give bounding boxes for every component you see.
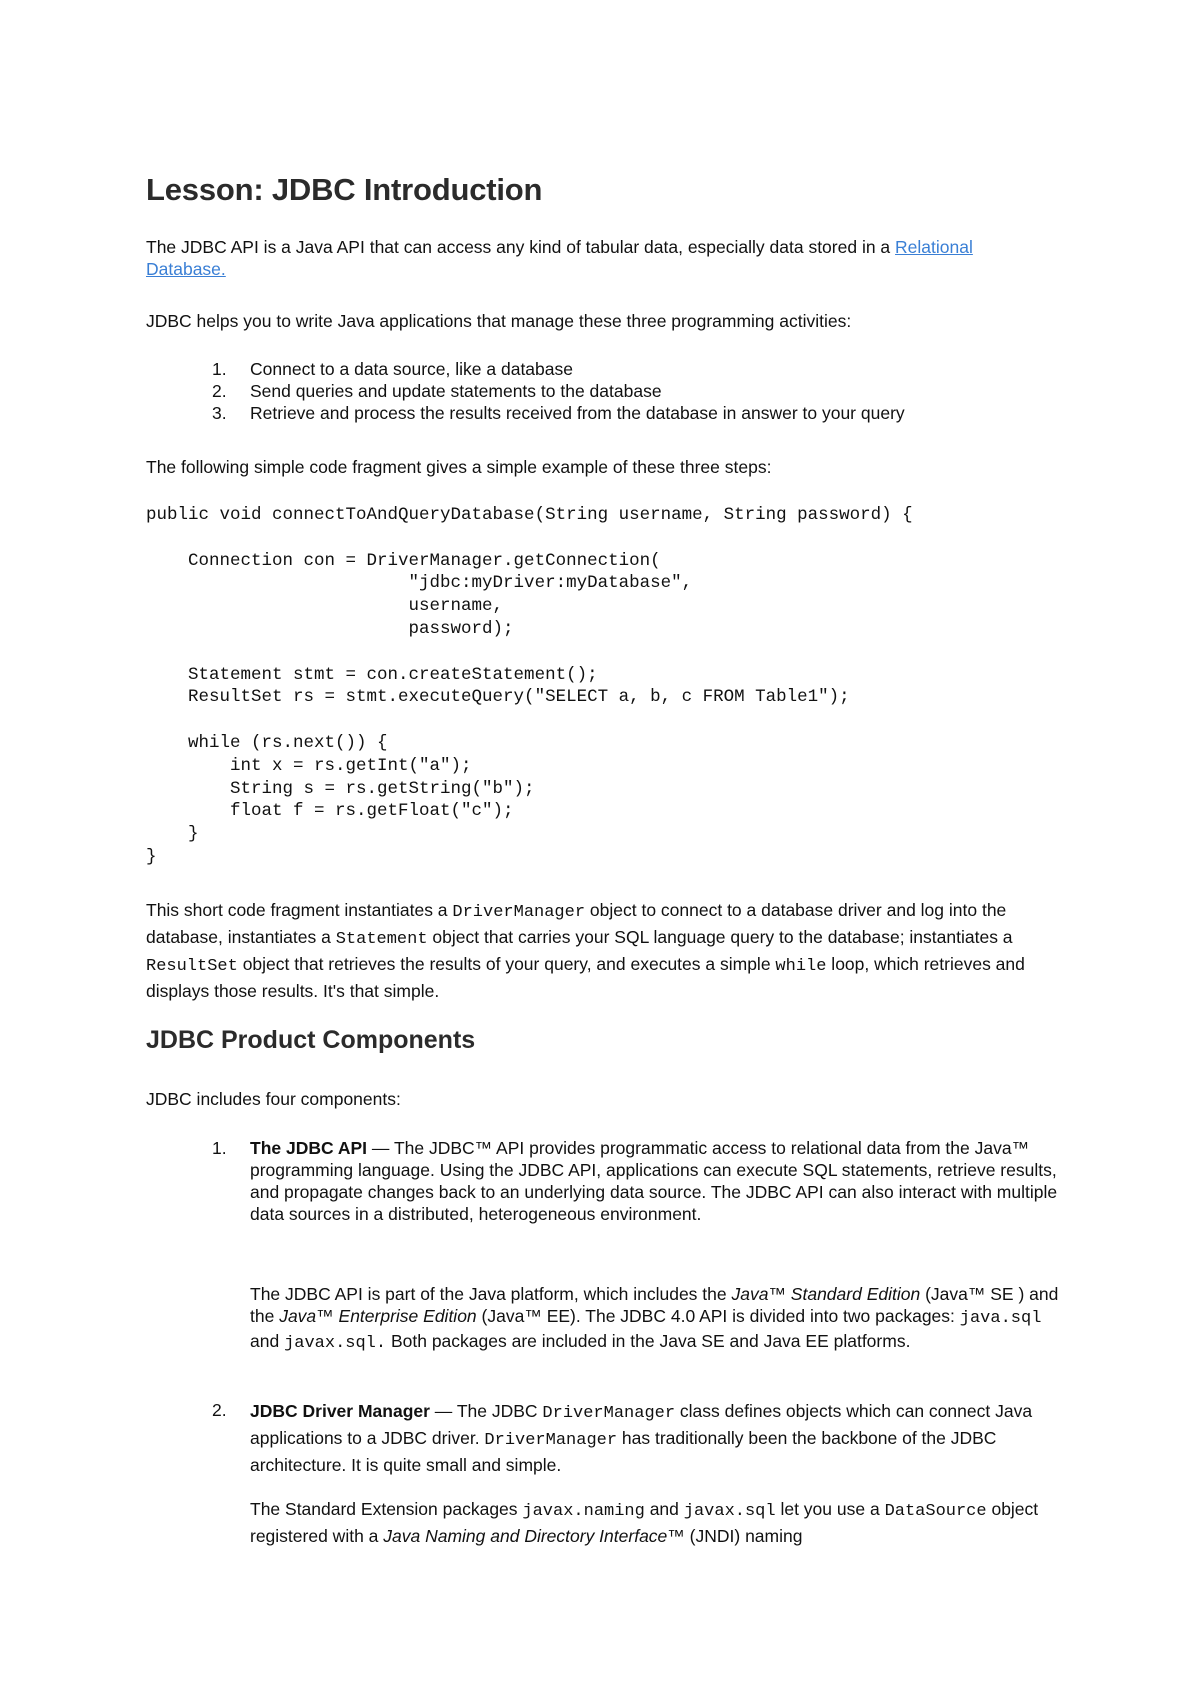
code-javax-naming: javax.naming [522,1502,645,1521]
activities-list [146,358,905,424]
helps-paragraph: JDBC helps you to write Java applications that manage these three programming activities: [146,311,852,331]
component-1-title: The JDBC API [250,1138,368,1158]
list-item: 1. Connect to a data source, like a database [212,359,573,379]
component-number-1: 1. [212,1138,227,1158]
intro-paragraph [146,236,1064,280]
code-block: public void connectToAndQueryDatabase(String username, String password) { Connection con = DriverManager.getConnection( "jdbc:myDriver:myDatabase", username, password); Statement stmt = con.createStatement(); ResultSet rs = stmt.executeQuery("SELECT a, b, c FROM Table1"); while (rs.next()) { int x = rs.getInt("a"); String s = rs.getString("b"); float f = rs.getFloat("c"); } } [146,505,913,867]
code-java-sql: java.sql [959,1309,1042,1328]
code-statement: Statement [335,930,428,949]
code-resultset: ResultSet [146,957,238,976]
explain-paragraph: This short code fragment instantiates a DriverManager object to connect to a database driver and log into the database, instantiates a Statement object that carries your SQL language query to the database; instantiates a ResultSet object that retrieves the results of your query, and executes a simple while loop, which retrieves and displays those results. It's that simple. [146,900,1025,1001]
components-intro: JDBC includes four components: [146,1089,401,1109]
component-2-title: JDBC Driver Manager [250,1401,430,1421]
list-item: 3. Retrieve and process the results received from the database in answer to your query [212,403,905,423]
component-2-details: The Standard Extension packages javax.naming and javax.sql let you use a DataSource object registered with a Java Naming and Directory Interface™ (JNDI) naming [250,1499,1039,1546]
intro-text: The JDBC API is a Java API that can access any kind of tabular data, especially data stored in a [146,237,896,257]
relational-database-link[interactable]: Relational Database. [146,237,973,279]
components-heading: JDBC Product Components [146,1026,476,1054]
component-1-details: The JDBC API is part of the Java platform, which includes the Java™ Standard Edition (Java™ SE ) and the Java™ Enterprise Edition (Java™ EE). The JDBC 4.0 API is divided into two packages: java.sql and javax.sql. Both packages are included in the Java SE and Java EE platforms. [250,1284,1059,1353]
code-driver-manager: DriverManager [452,903,586,922]
fragment-intro: The following simple code fragment gives a simple example of these three steps: [146,457,772,477]
list-item: 2. Send queries and update statements to the database [212,381,662,401]
code-while: while [775,957,827,976]
page-title: Lesson: JDBC Introduction [146,172,543,207]
component-1-description: The JDBC API — The JDBC™ API provides programmatic access to relational data from the Java™ programming language. Using the JDBC API, applications can execute SQL statements, retrieve results, and propagate changes back to an underlying data source. The JDBC API can also interact with multiple data sources in a distributed, heterogeneous environment. [250,1138,1058,1224]
code-datasource: DataSource [884,1502,987,1521]
code-javax-sql: javax.sql. [284,1334,387,1353]
component-2-description: JDBC Driver Manager — The JDBC DriverManager class defines objects which can connect Java applications to a JDBC driver. DriverManager has traditionally been the backbone of the JDBC architecture. It is quite small and simple. [250,1401,1033,1475]
component-number-2: 2. [212,1400,227,1420]
